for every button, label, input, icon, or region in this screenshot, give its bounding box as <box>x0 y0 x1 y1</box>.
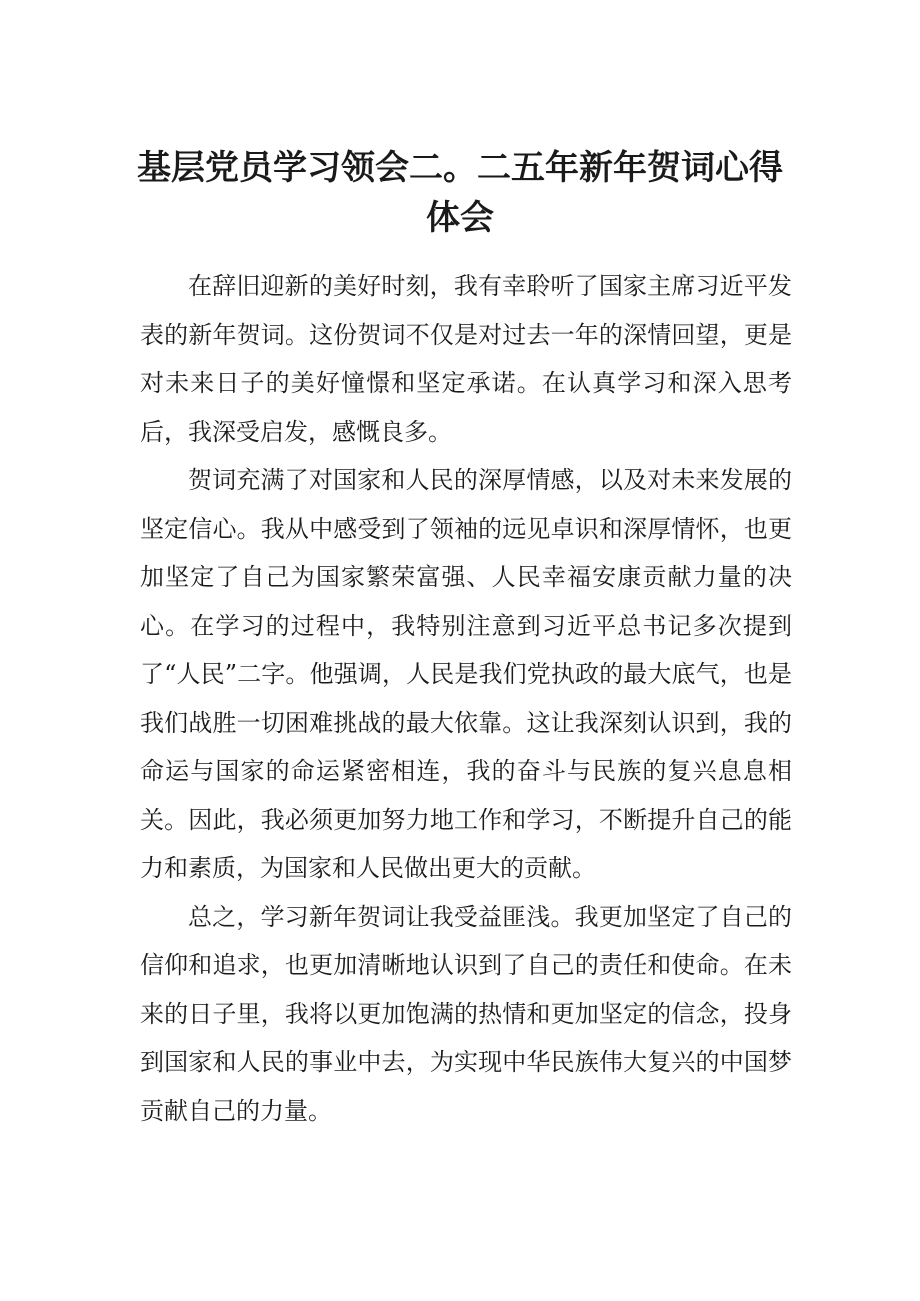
paragraph-1: 在辞旧迎新的美好时刻，我有幸聆听了国家主席习近平发表的新年贺词。这份贺词不仅是对过去一年的深情回望，更是对未来日子的美好憧憬和坚定承诺。在认真学习和深入思考后，我深受启发，感慨良多。 <box>140 272 792 446</box>
paragraph-2: 贺词充满了对国家和人民的深厚情感，以及对未来发展的坚定信心。我从中感受到了领袖的远见卓识和深厚情怀，也更加坚定了自己为国家繁荣富强、人民幸福安康贡献力量的决心。在学习的过程中，我特别注意到习近平总书记多次提到了“人民”二字。他强调，人民是我们党执政的最大底气，也是我们战胜一切困难挑战的最大依靠。这让我深刻认识到，我的命运与国家的命运紧密相连，我的奋斗与民族的复兴息息相关。因此，我必须更加努力地工作和学习，不断提升自己的能力和素质，为国家和人民做出更大的贡献。 <box>140 466 792 882</box>
document-body <box>140 262 792 1135</box>
paragraph-3: 总之，学习新年贺词让我受益匪浅。我更加坚定了自己的信仰和追求，也更加清晰地认识到了自己的责任和使命。在未来的日子里，我将以更加饱满的热情和更加坚定的信念，投身到国家和人民的事业中去，为实现中华民族伟大复兴的中国梦贡献自己的力量。 <box>140 902 792 1125</box>
document-title: 基层党员学习领会二。二五年新年贺词心得体会 <box>137 148 783 238</box>
